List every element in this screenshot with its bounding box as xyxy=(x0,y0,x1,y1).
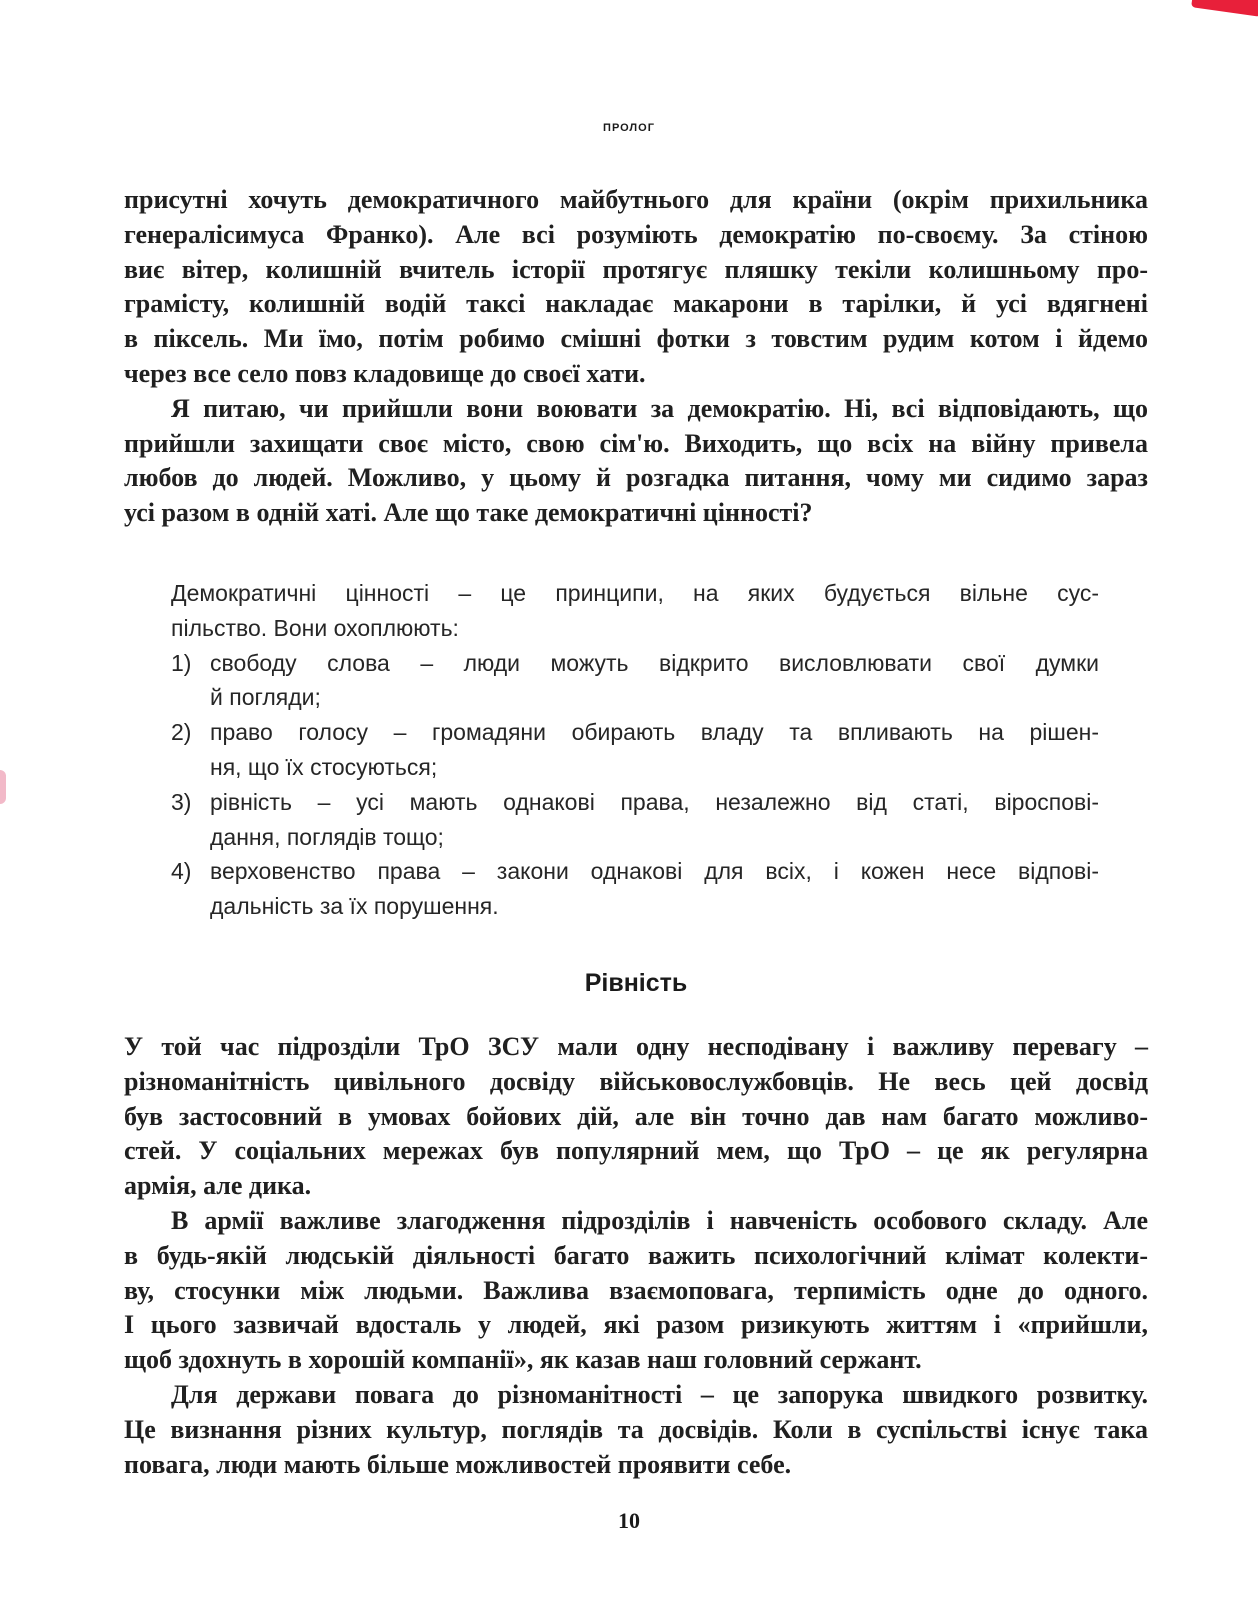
text-line: І цього зазвичай вдосталь у людей, які разом ризикують життям і «прийшли, xyxy=(124,1310,1148,1340)
box-intro-line: пільство. Вони охоплюють: xyxy=(171,614,459,641)
list-text-line: дальність за їх порушення. xyxy=(210,893,499,920)
text-line: ву, стосунки між людьми. Важлива взаємоповага, терпимість одне до одного. xyxy=(124,1275,1148,1305)
text-line: через все село повз кладовище до своєї хати. xyxy=(124,358,646,388)
list-item xyxy=(171,646,1099,716)
list-text-line: верховенство права – закони однакові для всіх, і кожен несе відпові- xyxy=(210,858,1099,885)
text-line: прийшли захищати своє місто, свою сім'ю. Виходить, що всіх на війну привела xyxy=(124,428,1148,458)
list-number: 1) xyxy=(171,649,192,676)
text-line: грамісту, колишній водій таксі накладає макарони в тарілки, й усі вдягнені xyxy=(124,289,1148,319)
text-line: У той час підрозділи ТрО ЗСУ мали одну несподівану і важливу перевагу – xyxy=(124,1031,1148,1061)
text-line: Для держави повага до різноманітності – це запорука швидкого розвитку. xyxy=(171,1379,1148,1409)
text-line: любов до людей. Можливо, у цьому й розгадка питання, чому ми сидимо зараз xyxy=(124,463,1148,493)
text-line: стей. У соціальних мережах був популярний мем, що ТрО – це як регулярна xyxy=(124,1136,1148,1166)
text-line: повага, люди мають більше можливостей проявити себе. xyxy=(124,1449,792,1479)
text-line: виє вітер, колишній вчитель історії протягує пляшку текіли колишньому про- xyxy=(124,254,1148,284)
list-text-line: свободу слова – люди можуть відкрито висловлювати свої думки xyxy=(210,649,1099,676)
list-text-line: право голосу – громадяни обирають владу та впливають на рішен- xyxy=(210,719,1099,746)
text-line: присутні хочуть демократичного майбутнього для країни (окрім прихильника xyxy=(124,185,1148,214)
section-heading: Рівність xyxy=(584,968,688,997)
page-number: 10 xyxy=(618,1508,640,1533)
list-item xyxy=(171,785,1099,855)
list-item xyxy=(171,715,1099,785)
list-number: 4) xyxy=(171,858,192,885)
text-line: в піксель. Ми їмо, потім робимо смішні фотки з товстим рудим котом і йдемо xyxy=(124,324,1148,354)
text-line: Це визнання різних культур, поглядів та досвідів. Коли в суспільстві існує така xyxy=(124,1414,1148,1444)
page-body xyxy=(124,183,1148,1482)
text-line: армія, але дика. xyxy=(124,1171,312,1201)
text-line: в будь-якій людській діяльності багато важить психологічний клімат колекти- xyxy=(124,1240,1148,1270)
text-line: різноманітність цивільного досвіду військовослужбовців. Не весь цей досвід xyxy=(124,1066,1148,1096)
corner-color-tab xyxy=(1191,0,1258,17)
list-item xyxy=(171,854,1099,924)
edge-color-tab xyxy=(0,770,6,804)
text-line: усі разом в одній хаті. Але що таке демократичні цінності? xyxy=(124,498,813,528)
text-line: Я питаю, чи прийшли вони воювати за демократію. Ні, всі відповідають, що xyxy=(171,393,1148,423)
list-text-line: дання, поглядів тощо; xyxy=(210,823,444,850)
running-head: пролог xyxy=(603,118,655,135)
definition-box xyxy=(171,576,1099,924)
list-text-line: ня, що їх стосуються; xyxy=(210,753,438,780)
list-number: 2) xyxy=(171,719,192,746)
list-number: 3) xyxy=(171,788,192,815)
box-intro-line: Демократичні цінності – це принципи, на яких будується вільне сус- xyxy=(171,579,1099,606)
paragraph-3 xyxy=(124,1030,1148,1204)
paragraph-5 xyxy=(124,1378,1148,1482)
list-text-line: рівність – усі мають однакові права, незалежно від статі, віроспові- xyxy=(210,788,1099,815)
text-line: генералісимуса Франко). Але всі розуміють демократію по-своєму. За стіною xyxy=(124,219,1148,249)
text-line: був застосовний в умовах бойових дій, але він точно дав нам багато можливо- xyxy=(124,1101,1148,1131)
paragraph-4 xyxy=(124,1204,1148,1378)
paragraph-1 xyxy=(124,183,1148,392)
text-line: щоб здохнуть в хорошій компанії», як казав наш головний сержант. xyxy=(124,1345,922,1375)
paragraph-2 xyxy=(124,392,1148,531)
list-text-line: й погляди; xyxy=(210,684,321,711)
text-line: В армії важливе злагодження підрозділів і навченість особового складу. Але xyxy=(171,1205,1148,1235)
